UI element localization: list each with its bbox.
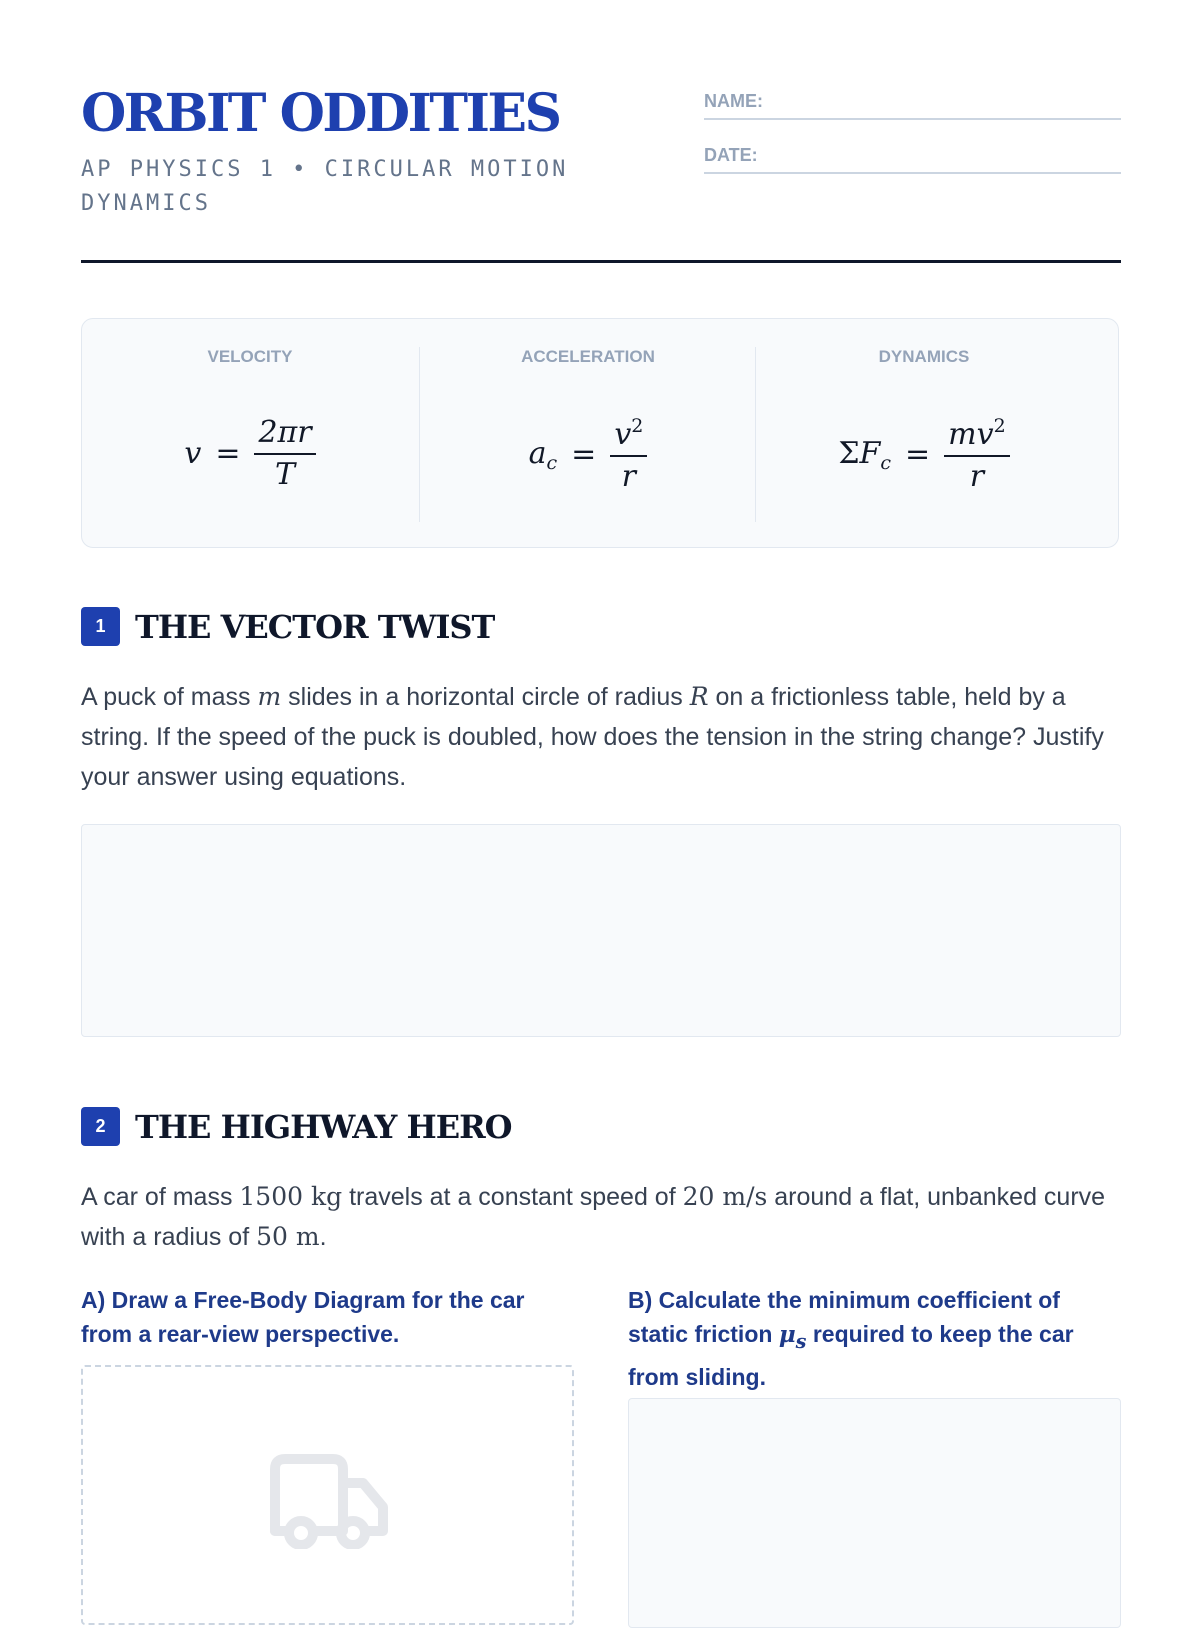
var-radius: R — [689, 682, 709, 711]
eq-lhs: $\Sigma F_c$ — [838, 435, 892, 474]
speed-value: 20 m/s — [682, 1182, 768, 1211]
header-divider — [81, 260, 1121, 263]
formula-velocity — [82, 347, 418, 522]
eq-sign: = — [215, 436, 241, 471]
acceleration-equation — [420, 415, 756, 494]
question-number-badge: 2 — [81, 1107, 120, 1146]
formula-acceleration — [419, 347, 756, 522]
page-subtitle: AP PHYSICS 1 • CIRCULAR MOTION DYNAMICS — [81, 157, 569, 216]
eq-fraction — [610, 415, 647, 494]
var-mass: m — [257, 682, 282, 711]
eq-lhs: $a_c$ — [528, 435, 558, 474]
eq-numerator: 2πr — [254, 415, 315, 455]
question-1-answer-box[interactable] — [81, 824, 1121, 1037]
question-number-badge: 1 — [81, 607, 120, 646]
part-b-answer-box[interactable] — [628, 1398, 1121, 1628]
formula-dynamics — [755, 347, 1092, 522]
formula-label: VELOCITY — [207, 347, 293, 366]
part-b-label: B) Calculate the minimum coefficient of static friction $\mu_s$ required to keep the car from sliding. — [628, 1287, 1074, 1390]
velocity-equation — [82, 415, 418, 492]
eq-denominator: T — [275, 457, 296, 492]
question-title: THE HIGHWAY HERO — [135, 1107, 512, 1146]
truck-icon — [265, 1449, 391, 1549]
eq-sign: = — [571, 437, 597, 472]
question-1-heading — [81, 607, 494, 646]
formula-label: ACCELERATION — [521, 347, 655, 366]
mass-value: 1500 kg — [239, 1182, 343, 1211]
name-label: NAME: — [704, 91, 763, 111]
question-1-text: A puck of mass m slides in a horizontal circle of radius R on a frictionless table, held by a string. If the speed of the puck is doubled, how does the tension in the string change? Justify your answer using equations. — [81, 682, 1104, 791]
part-a-drawing-area[interactable] — [81, 1365, 574, 1625]
page-title: ORBIT ODDITIES — [81, 83, 560, 144]
eq-denominator: r — [621, 459, 636, 494]
part-a-label: A) Draw a Free-Body Diagram for the car from a rear-view perspective. — [81, 1287, 525, 1347]
name-field[interactable] — [704, 86, 1121, 120]
question-2-text: A car of mass 1500 kg travels at a constant speed of 20 m/s around a flat, unbanked curve with a radius of 50 m. — [81, 1182, 1106, 1251]
radius-value: 50 m — [256, 1222, 320, 1251]
eq-numerator: $mv^2$ — [944, 415, 1010, 457]
date-label: DATE: — [704, 145, 758, 165]
eq-lhs: v — [184, 436, 202, 471]
eq-sign: = — [905, 437, 931, 472]
date-field[interactable] — [704, 140, 1121, 174]
eq-fraction — [254, 415, 315, 492]
eq-denominator: r — [969, 459, 985, 494]
eq-fraction — [944, 415, 1010, 494]
question-2-heading — [81, 1107, 512, 1146]
formula-reference-box — [81, 318, 1119, 548]
dynamics-equation — [756, 415, 1092, 494]
question-title: THE VECTOR TWIST — [135, 607, 495, 646]
formula-label: DYNAMICS — [878, 347, 970, 366]
eq-numerator: $v^2$ — [610, 415, 647, 457]
var-mu: μ — [778, 1321, 796, 1348]
worksheet-page — [81, 0, 1121, 1600]
